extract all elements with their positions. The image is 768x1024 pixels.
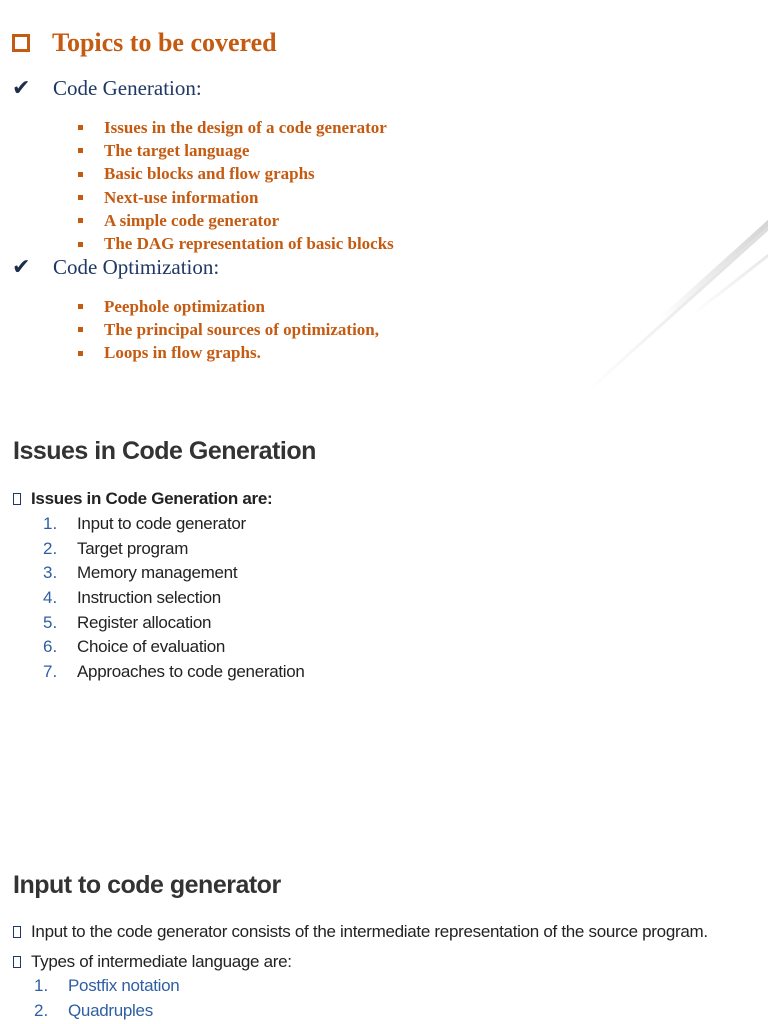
code-generation-list [78,116,394,256]
section-label: Code Optimization: [53,255,220,279]
lead-bullet: Issues in Code Generation are: [13,489,272,509]
square-bullet-icon [12,34,30,52]
checkmark-icon: ✔ [12,255,31,280]
list-item: 2. Target program [43,538,189,558]
square-bullet-icon [78,327,83,332]
slide-input [0,860,768,1024]
list-item: The target language [78,139,394,162]
list-item: Next-use information [78,186,394,209]
box-bullet-icon [13,493,21,505]
list-item: Loops in flow graphs. [78,342,379,365]
checkmark-icon: ✔ [12,76,31,101]
box-bullet-icon [13,926,21,938]
list-item: The principal sources of optimization, [78,318,379,341]
list-item: 1. Input to code generator [43,514,246,534]
code-optimization-list [78,295,379,365]
section-label: Code Generation: [53,76,202,100]
square-bullet-icon [78,148,83,153]
square-bullet-icon [78,195,83,200]
slide-title: Input to code generator [13,871,281,899]
section-code-optimization [12,255,219,280]
box-bullet-icon [13,956,21,968]
bullet-item: Types of intermediate language are: [13,952,292,972]
list-item: 4. Instruction selection [43,588,221,608]
square-bullet-icon [78,304,83,309]
slide-topics [0,0,768,400]
slide-title: Topics to be covered [52,28,277,57]
intermediate-language-list [34,974,179,1023]
list-item: The DAG representation of basic blocks [78,232,394,255]
square-bullet-icon [78,172,83,177]
list-item: A simple code generator [78,209,394,232]
list-item: Peephole optimization [78,295,379,318]
square-bullet-icon [78,218,83,223]
section-code-generation [12,76,202,101]
list-item: 7. Approaches to code generation [43,661,305,681]
issues-list [43,512,305,684]
slide-issues [0,420,768,820]
square-bullet-icon [78,125,83,130]
list-item: Issues in the design of a code generator [78,116,394,139]
list-item: Basic blocks and flow graphs [78,163,394,186]
slide-title: Issues in Code Generation [13,437,316,465]
bullet-item: Input to the code generator consists of the intermediate representation of the source program. [13,922,708,942]
list-item: 3. Memory management [43,563,238,583]
list-item: 6. Choice of evaluation [43,637,226,657]
list-item: 1. Postfix notation [34,976,180,996]
topics-header [12,28,277,58]
list-item: 2. Quadruples [34,1000,153,1020]
square-bullet-icon [78,351,83,356]
square-bullet-icon [78,242,83,247]
list-item: 5. Register allocation [43,612,212,632]
